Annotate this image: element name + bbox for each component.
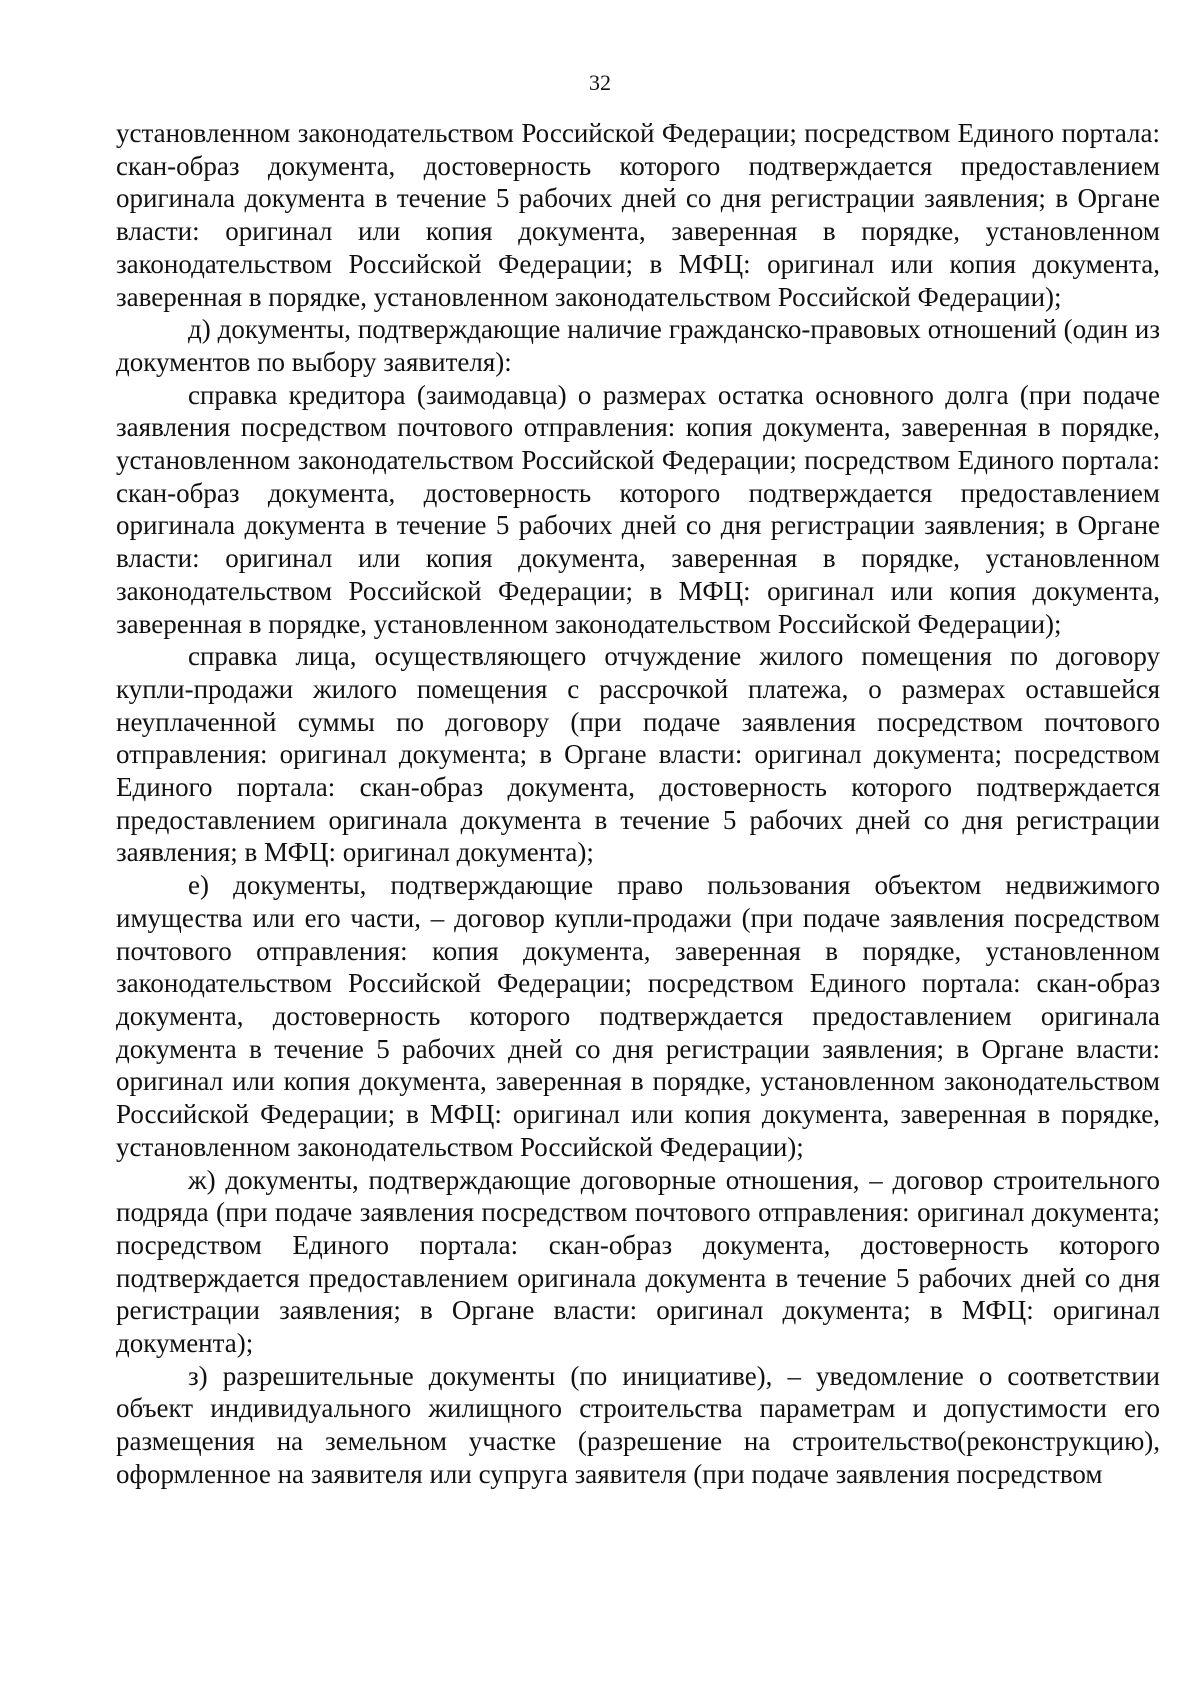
paragraph-continuation: установленном законодательством Российской Федерации; посредством Единого портала: скан-образ документа, достоверность которого подтверждается предоставлением оригинала документа в течение 5 рабочих дней со дня регистрации заявления; в Органе власти: оригинал или копия документа, заверенная в порядке, установленном законодательством Российской Федерации; в МФЦ: оригинал или копия документа, заверенная в порядке, установленном законодательством Российской Федерации); (116, 118, 1160, 312)
paragraph-seller-certificate: справка лица, осуществляющего отчуждение жилого помещения по договору купли-продажи жилого помещения с рассрочкой платежа, о размерах оставшейся неуплаченной суммы по договору (при подаче заявления посредством почтового отправления: оригинал документа; в Органе власти: оригинал документа; посредством Единого портала: скан-образ документа, достоверность которого подтверждается предоставлением оригинала документа в течение 5 рабочих дней со дня регистрации заявления; в МФЦ: оригинал документа); (116, 641, 1160, 868)
page-number: 32 (589, 70, 611, 95)
paragraph-item-zh: ж) документы, подтверждающие договорные отношения, – договор строительного подряда (при подаче заявления посредством почтового отправления: оригинал документа; посредством Единого портала: скан-образ документа, достоверность которого подтверждается предоставлением оригинала документа в течение 5 рабочих дней со дня регистрации заявления; в Органе власти: оригинал документа; в МФЦ: оригинал документа); (116, 1164, 1160, 1359)
paragraph-item-d: д) документы, подтверждающие наличие гражданско-правовых отношений (один из документов по выбору заявителя): (116, 314, 1160, 377)
document-body (116, 117, 1160, 1491)
paragraph-item-z: з) разрешительные документы (по инициативе), – уведомление о соответствии объект индивидуального жилищного строительства параметрам и допустимости его размещения на земельном участке (разрешение на строительство(реконструкцию), оформленное на заявителя или супруга заявителя (при подаче заявления посредством (116, 1360, 1160, 1489)
paragraph-creditor-certificate: справка кредитора (заимодавца) о размерах остатка основного долга (при подаче заявления посредством почтового отправления: копия документа, заверенная в порядке, установленном законодательством Российской Федерации; посредством Единого портала: скан-образ документа, достоверность которого подтверждается предоставлением оригинала документа в течение 5 рабочих дней со дня регистрации заявления; в Органе власти: оригинал или копия документа, заверенная в порядке, установленном законодательством Российской Федерации; в МФЦ: оригинал или копия документа, заверенная в порядке, установленном законодательством Российской Федерации); (116, 379, 1160, 639)
paragraph-item-e: е) документы, подтверждающие право пользования объектом недвижимого имущества или его части, – договор купли-продажи (при подаче заявления посредством почтового отправления: копия документа, заверенная в порядке, установленном законодательством Российской Федерации; посредством Единого портала: скан-образ документа, достоверность которого подтверждается предоставлением оригинала документа в течение 5 рабочих дней со дня регистрации заявления; в Органе власти: оригинал или копия документа, заверенная в порядке, установленном законодательством Российской Федерации; в МФЦ: оригинал или копия документа, заверенная в порядке, установленном законодательством Российской Федерации); (116, 870, 1160, 1162)
